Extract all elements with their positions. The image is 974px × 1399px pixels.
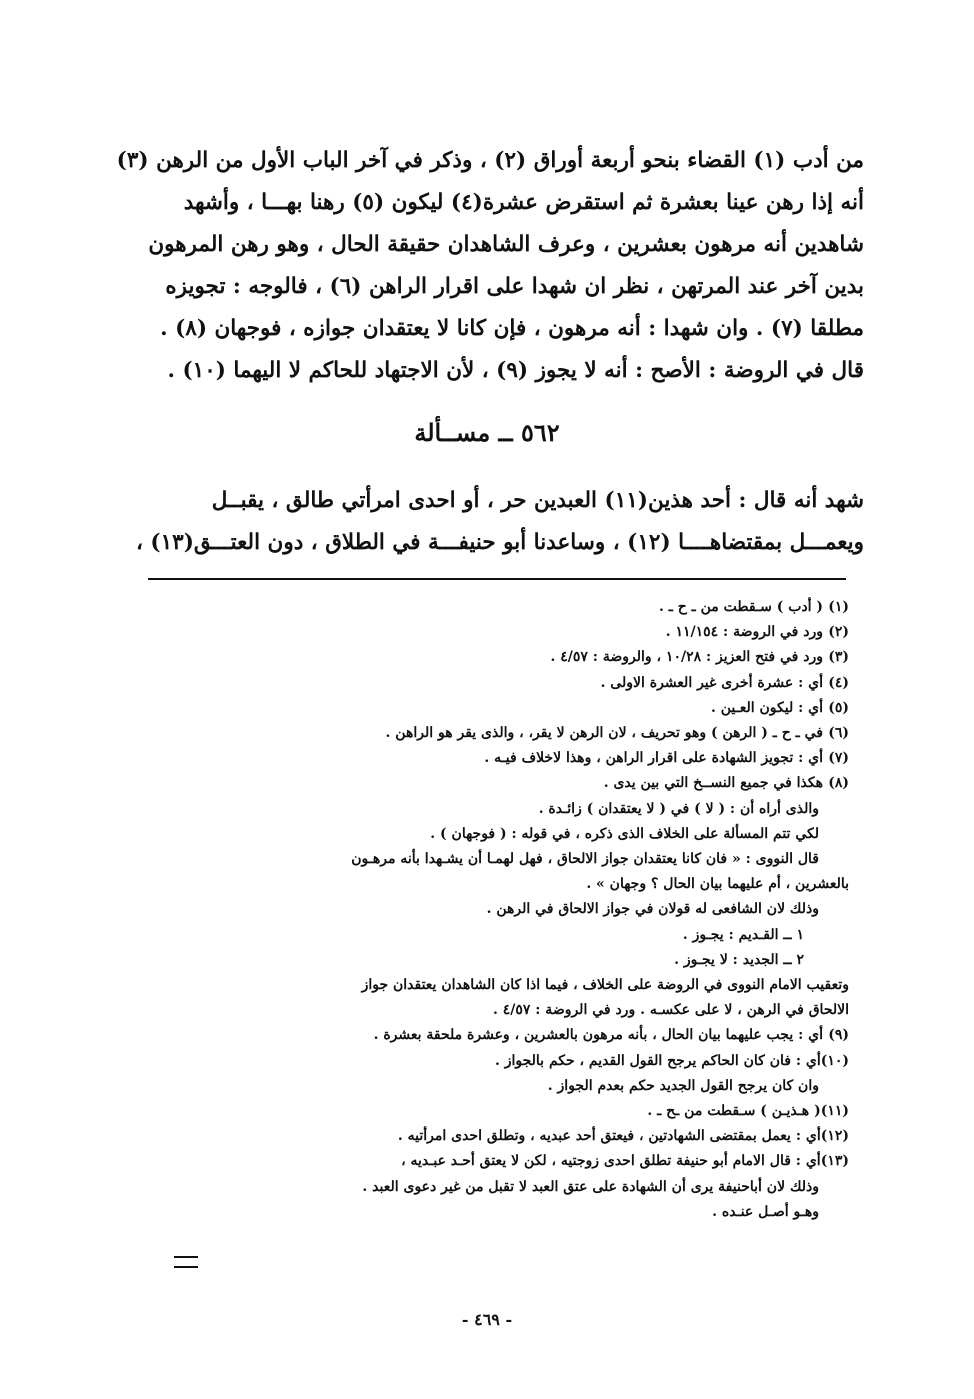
footnote-continuation: والذى أراه أن : ( لا ) في ( لا يعتقدان ) زائـدة .: [538, 800, 819, 817]
footnote: (٩)أي : يجب عليهما بيان الحال ، بأنه مرهون بالعشرين ، وعشرة ملحقة بعشرة .: [373, 1027, 849, 1044]
footnote-continuation: وهـو أصـل عنـده .: [712, 1203, 819, 1220]
text-line: شاهدين أنه مرهون بعشرين ، وعرف الشاهدان حقيقة الحال ، وهو رهن المرهون: [148, 232, 864, 257]
footnote: (١٢)أي : يعمل بمقتضى الشهادتين ، فيعتق أحد عبديه ، وتطلق احدى امرأتيه .: [397, 1128, 849, 1145]
text-line: مطلقا (٧) . وان شهدا : أنه مرهون ، فإن كانا لا يعتقدان جوازه ، فوجهان (٨) .: [160, 316, 864, 341]
main-paragraph: [116, 140, 864, 392]
footnote: (٢)ورد في الروضة : ١١/١٥٤ .: [665, 624, 849, 641]
footnote: (٤)أي : عشرة أخرى غير العشرة الاولى .: [600, 674, 849, 691]
text-line: بدين آخر عند المرتهن ، نظر ان شهدا على اقرار الراهن (٦) ، فالوجه : تجويزه: [165, 274, 864, 299]
footnote-continuation: قال النووى : « فان كانا يعتقدان جواز الالحاق ، فهل لهمـا أن يشـهدا بأنه مرهـون: [351, 851, 819, 868]
footnote: (١٠)أي : فان كان الحاكم يرجح القول القديم ، حكم بالجواز .: [494, 1052, 849, 1069]
footnote-continuation: ١ ــ القـديم : يجـوز .: [682, 926, 804, 943]
footnote: (١١)( هـذيـن ) سـقطت من ـح ـ .: [647, 1103, 849, 1120]
text-line: قال في الروضة : الأصح : أنه لا يجوز (٩) ، لأن الاجتهاد للحاكم لا اليهما (١٠) .: [167, 358, 864, 383]
footnote-continuation: لكي تتم المسألة على الخلاف الذى ذكره ، في قوله : ( فوجهان ) .: [430, 825, 819, 842]
text-line: أنه إذا رهن عينا بعشرة ثم استقرض عشرة(٤) ليكون (٥) رهنا بهـــا ، وأشهد: [183, 190, 864, 215]
footnote-continuation: وان كان يرجح القول الجديد حكم بعدم الجواز .: [547, 1077, 819, 1094]
footnote-continuation: ٢ ــ الجديد : لا يجـوز .: [674, 951, 804, 968]
footnote-continuation: وذلك لان أباحنيفة يرى أن الشهادة على عتق العبد لا تقبل من غير دعوى العبد .: [362, 1178, 819, 1195]
text-line: شهد أنه قال : أحد هذين(١١) العبدين حر ، أو احدى امرأتي طالق ، يقبــل: [211, 488, 864, 513]
text-line: ويعمـــل بمقتضاهــــا (١٢) ، وساعدنا أبو حنيفـــة في الطلاق ، دون العتـــق(١٣) ،: [135, 530, 864, 555]
footnote-continuation: الالحاق في الرهن ، لا على عكسـه . ورد في الروضة : ٤/٥٧ .: [492, 1002, 849, 1019]
footnote-continuation: وذلك لان الشافعى له قولان في جواز الالحاق في الرهن .: [486, 901, 819, 918]
section-paragraph: [129, 480, 864, 564]
footnote-continuation: وتعقيب الامام النووى في الروضة على الخلاف ، فيما اذا كان الشاهدان يعتقدان جواز: [361, 977, 849, 994]
footnote: (٣)ورد في فتح العزيز : ١٠/٢٨ ، والروضة : ٤/٥٧ .: [550, 649, 849, 666]
footnote-continuation: بالعشرين ، أم عليهما بيان الحال ؟ وجهان » .: [586, 876, 849, 893]
footnote: (٧)أي : تجويز الشهادة على اقرار الراهن ، وهذا لاخلاف فيـه .: [484, 750, 849, 767]
footnote: (٥)أي : ليكون العـين .: [710, 699, 849, 716]
footnotes: [119, 595, 849, 1225]
end-mark: [174, 1256, 198, 1268]
footnote: (١)( أدب ) سـقطت من ـ ح ـ .: [659, 599, 849, 615]
section-heading: ٥٦٢ ــ مســألة: [414, 418, 560, 447]
page-number: - ٤٦٩ -: [461, 1310, 513, 1329]
footnote: (٨)هكذا في جميع النســخ التي بين يدى .: [603, 775, 849, 792]
text-line: من أدب (١) القضاء بنحو أربعة أوراق (٢) ، وذكر في آخر الباب الأول من الرهن (٣): [116, 148, 864, 173]
footnote: (١٣)أي : قال الامام أبو حنيفة تطلق احدى زوجتيه ، لكن لا يعتق أحـد عبـديه ،: [401, 1153, 849, 1170]
footnote: (٦)في ـ ح ـ ( الرهن ) وهو تحريف ، لان الرهن لا يقر، ، والذى يقر هو الراهن .: [385, 725, 849, 742]
footnote-separator: [148, 578, 846, 580]
